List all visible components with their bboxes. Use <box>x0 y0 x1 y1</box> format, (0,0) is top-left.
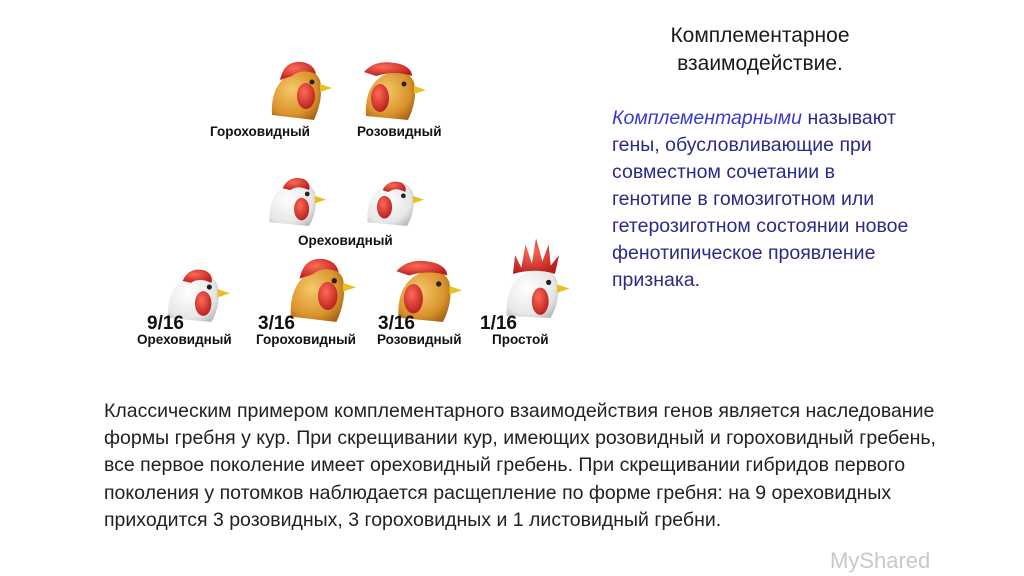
watermark: MyShared <box>830 548 931 573</box>
rose-comb-rooster-image <box>356 50 426 120</box>
parent-label-rose: Розовидный <box>357 124 442 139</box>
f2-ratio-rose: 3/16 <box>378 313 415 334</box>
description-paragraph: Классическим примером комплементарного взаимодействия генов является наследование формы гребня у кур. При скрещивании кур, имеющих розовидный и гороховидный гребень, все первое поколение имеет ореховидный гребень. При скрещивании гибридов первого поколения у потомков наблюдается расщепление по форме гребня: на 9 ореховидных приходится 3 розовидных, 3 гороховидных и 1 листовидный гребни. <box>104 400 936 531</box>
f2-walnut-rooster-image <box>160 250 232 322</box>
f2-ratio-pea: 3/16 <box>258 313 295 334</box>
slide-title: Комплементарное взаимодействие. <box>670 24 850 75</box>
definition-emphasis: Комплементарными <box>612 107 803 129</box>
f2-label-single: Простой <box>492 332 549 347</box>
f2-single-comb-rooster-image <box>498 232 572 318</box>
parent-label-pea: Гороховидный <box>210 124 310 139</box>
f2-rose-rooster-image <box>388 248 462 322</box>
f2-label-walnut: Ореховидный <box>137 332 232 347</box>
f2-ratio-single: 1/16 <box>480 313 517 334</box>
f2-pea-rooster-image <box>280 246 356 322</box>
f2-label-rose: Розовидный <box>377 332 462 347</box>
pea-comb-rooster-image <box>262 50 332 120</box>
definition-body: называют гены, обусловливающие при совместном сочетании в генотипе в гомозиготном или гетерозиготном состоянии новое фенотипическое проявление признака. <box>612 107 909 291</box>
f2-ratio-walnut: 9/16 <box>147 313 184 334</box>
f2-label-pea: Гороховидный <box>256 332 356 347</box>
walnut-comb-hen-image <box>360 160 426 226</box>
definition-text <box>612 105 912 294</box>
walnut-comb-rooster-image <box>262 160 328 226</box>
f1-label-walnut: Ореховидный <box>298 233 393 248</box>
